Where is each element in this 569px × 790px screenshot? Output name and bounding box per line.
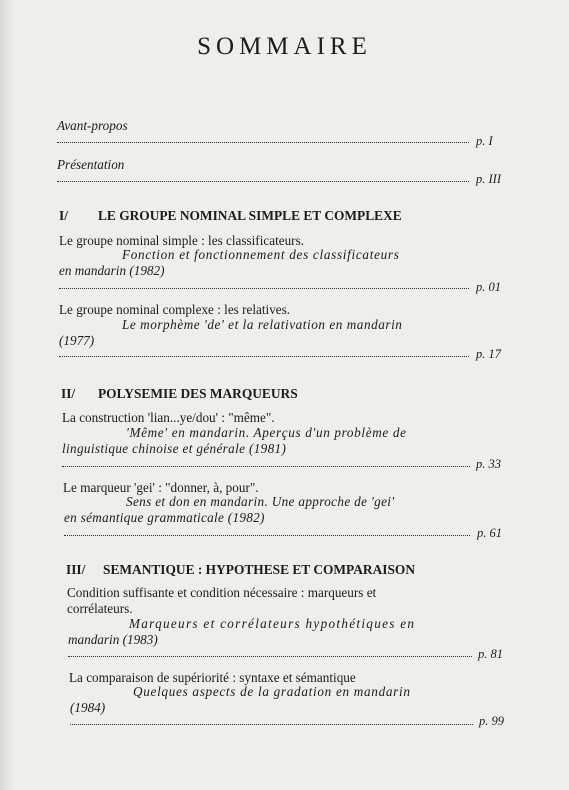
toc-page-number: p. 99 — [479, 714, 504, 728]
toc-page-number: p. 01 — [476, 280, 501, 294]
section-number: I/ — [59, 208, 68, 223]
toc-entry-title: Le morphème 'de' et la relativation en mandarin — [122, 317, 403, 332]
toc-page-number: p. 81 — [478, 647, 503, 661]
toc-front-label-presentation: Présentation — [57, 157, 125, 172]
dot-leader — [64, 535, 470, 536]
toc-entry-title: Fonction et fonctionnement des classificateurs — [122, 247, 400, 262]
toc-entry-title: (1984) — [70, 700, 106, 715]
toc-page-number: p. 17 — [476, 347, 501, 361]
dot-leader — [70, 724, 473, 725]
toc-page-number: p. 61 — [477, 526, 502, 540]
toc-page-number: p. III — [476, 172, 501, 186]
toc-entry-topic: La construction 'lian...ye/dou' : "même". — [62, 410, 275, 425]
dot-leader — [57, 181, 469, 182]
dot-leader — [59, 356, 469, 357]
toc-entry-title: Quelques aspects de la gradation en mandarin — [133, 684, 411, 699]
toc-page-number: p. I — [476, 134, 493, 148]
toc-entry-topic: Le groupe nominal simple : les classificateurs. — [59, 233, 304, 248]
toc-front-label-avant-propos: Avant-propos — [57, 118, 128, 133]
section-number: II/ — [61, 386, 76, 401]
toc-entry-topic: Le groupe nominal complexe : les relatives. — [59, 302, 291, 317]
toc-entry-topic: Le marqueur 'gei' : "donner, à, pour". — [63, 480, 259, 495]
toc-entry-title: mandarin (1983) — [68, 632, 158, 647]
toc-page-number: p. 33 — [476, 457, 501, 471]
toc-entry-topic: Condition suffisante et condition nécessaire : marqueurs et — [67, 585, 377, 600]
toc-entry-title: 'Même' en mandarin. Aperçus d'un problème de — [126, 425, 407, 440]
section-heading: POLYSEMIE DES MARQUEURS — [98, 386, 298, 401]
section-number: III/ — [66, 562, 86, 577]
toc-entry-title: Marqueurs et corrélateurs hypothétiques en — [129, 616, 416, 631]
toc-entry-title: en sémantique grammaticale (1982) — [64, 510, 265, 525]
toc-entry-title: Sens et don en mandarin. Une approche de 'gei' — [126, 494, 395, 509]
toc-entry-topic: La comparaison de supériorité : syntaxe et sémantique — [69, 670, 356, 685]
section-heading: LE GROUPE NOMINAL SIMPLE ET COMPLEXE — [98, 208, 402, 223]
toc-entry-title: (1977) — [59, 333, 95, 348]
dot-leader — [68, 656, 472, 657]
dot-leader — [62, 466, 470, 467]
dot-leader — [57, 142, 469, 143]
dot-leader — [59, 288, 469, 289]
page-gutter — [0, 0, 14, 790]
toc-entry-title: linguistique chinoise et générale (1981) — [62, 441, 287, 456]
page-title: SOMMAIRE — [197, 33, 372, 60]
section-heading: SEMANTIQUE : HYPOTHESE ET COMPARAISON — [103, 562, 415, 577]
toc-entry-topic: corrélateurs. — [67, 601, 133, 616]
toc-entry-title: en mandarin (1982) — [59, 263, 165, 278]
